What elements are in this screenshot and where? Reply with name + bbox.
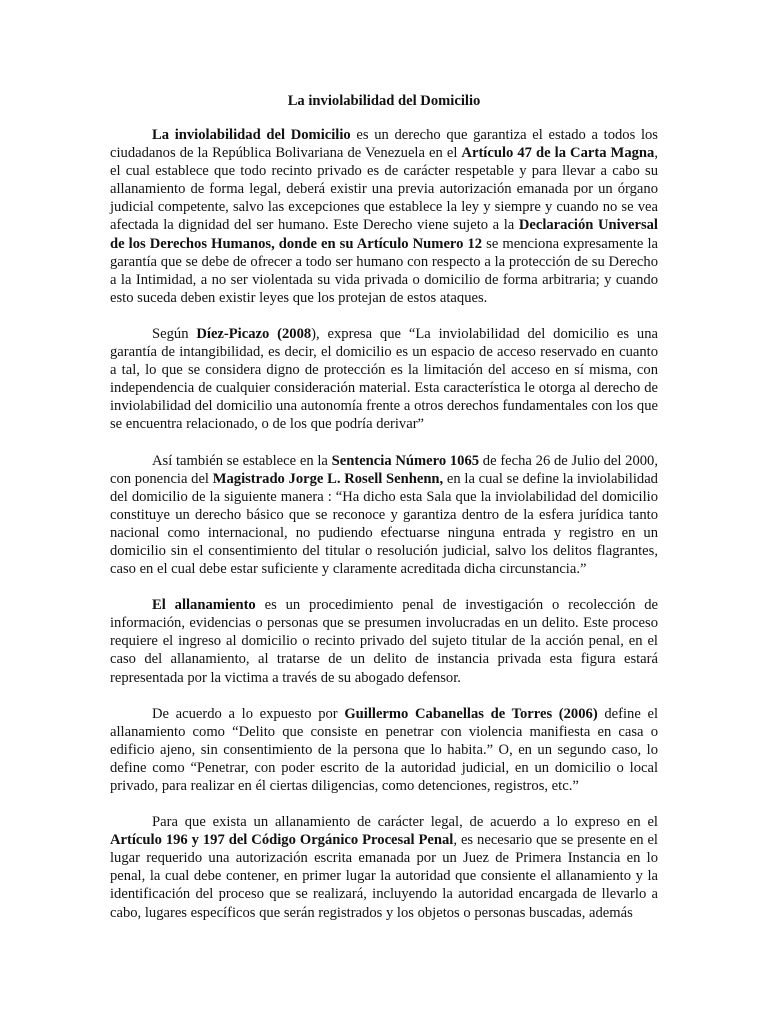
text-run: Según: [152, 325, 197, 342]
paragraph-6: [110, 813, 658, 922]
paragraph-1: [110, 126, 658, 307]
text-run: Así también se establece en la: [152, 452, 332, 469]
bold-run: Sentencia Número 1065: [331, 452, 480, 469]
text-run: , el cual establece que todo recinto privado es de carácter respetable y para llevar a cabo su allanamiento de forma legal, deberá existir una previa autorización emanada por un órgano judicial competente, salvo las excepciones que establece la ley y siempre y cuando no se vea afectada la dignidad del ser humano. Este Derecho viene sujeto a la: [110, 145, 658, 234]
paragraph-3: [110, 452, 658, 579]
text-run: Para que exista un allanamiento de carácter legal, de acuerdo a lo expreso en el: [152, 814, 658, 831]
bold-run: El allanamiento: [152, 597, 256, 614]
bold-run: Declaración Universal de los Derechos Humanos, donde en su Artículo Numero 12: [110, 217, 658, 252]
document-title: La inviolabilidad del Domicilio: [287, 93, 481, 109]
text-run: en la cual se define la inviolabilidad del domicilio de la siguiente manera : “Ha dicho esta Sala que la inviolabilidad del domicilio constituye un derecho básico que se reconoce y garantiza dentro de la esfera jurídica tanto nacional como internacional, no pudiendo efectuarse ninguna entrada y registro en un domicilio sin el consentimiento del titular o resolución judicial, salvo los delitos flagrantes, caso en el cual debe estar suficiente y claramente acreditada dicha circunstancia.”: [110, 470, 658, 578]
bold-run: La inviolabilidad del Domicilio: [152, 127, 351, 143]
text-run: De acuerdo a lo expuesto por: [152, 705, 345, 722]
bold-run: Magistrado Jorge L. Rosell Senhenn,: [212, 470, 444, 487]
text-run: define el allanamiento como “Delito que consiste en penetrar con violencia manifiesta en casa o edificio ajeno, sin consentimiento de la persona que lo habita.” O, en un segundo caso, lo define como “Penetrar, con poder escrito de la autoridad judicial, en un domicilio o local privado, para realizar en él ciertas diligencias, como detenciones, registros, etc.”: [110, 705, 658, 794]
paragraph-4: [110, 596, 658, 686]
document-body: [110, 126, 658, 922]
text-run: , es necesario que se presente en el lugar requerido una autorización escrita emanada por un Juez de Primera Instancia en lo penal, la cual debe contener, en primer lugar la autoridad que consiente el allanamiento y la identificación del proceso que se realizará, incluyendo la autoridad encargada de llevarlo a cabo, lugares específicos que serán registrados y los objetos o personas buscadas, además: [110, 832, 658, 921]
text-run: se menciona expresamente la garantía que se debe de ofrecer a todo ser humano con respecto a la protección de su Derecho a la Intimidad, a no ser violentada su vida privada o domicilio de forma arbitraria; y cuando esto suceda deben existir leyes que los protejan de estos ataques.: [110, 235, 658, 306]
text-run: ), expresa que “La inviolabilidad del domicilio es una garantía de intangibilidad, es decir, el domicilio es un espacio de acceso reservado en cuanto a tal, lo que se considera digno de protección es la limitación del acceso en sí misma, con independencia de cualquier consideración material. Esta característica le otorga al derecho de inviolabilidad del domicilio una autonomía frente a otros derechos fundamentales con los que se encuentra relacionado, o de los que podría derivar”: [110, 325, 659, 433]
text-run: de fecha 26 de Julio del 2000, con ponencia del: [110, 452, 658, 487]
bold-run: Díez-Picazo (2008: [196, 325, 312, 342]
bold-run: Artículo 47 de la Carta Magna: [461, 145, 655, 162]
bold-run: Guillermo Cabanellas de Torres (2006): [344, 705, 598, 722]
paragraph-2: [110, 325, 658, 434]
text-run: es un procedimiento penal de investigación o recolección de información, evidencias o personas que se presumen involucradas en un delito. Este proceso requiere el ingreso al domicilio o recinto privado del sujeto titular de la acción penal, en el caso del allanamiento, al tratarse de un delito de instancia privada esta figura estará representada por la victima a través de su abogado defensor.: [110, 597, 659, 686]
text-run: es un derecho que garantiza el estado a todos los ciudadanos de la República Bolivariana de Venezuela en el: [110, 127, 658, 162]
paragraph-5: [110, 705, 658, 795]
bold-run: Artículo 196 y 197 del Código Orgánico Procesal Penal: [110, 832, 454, 849]
